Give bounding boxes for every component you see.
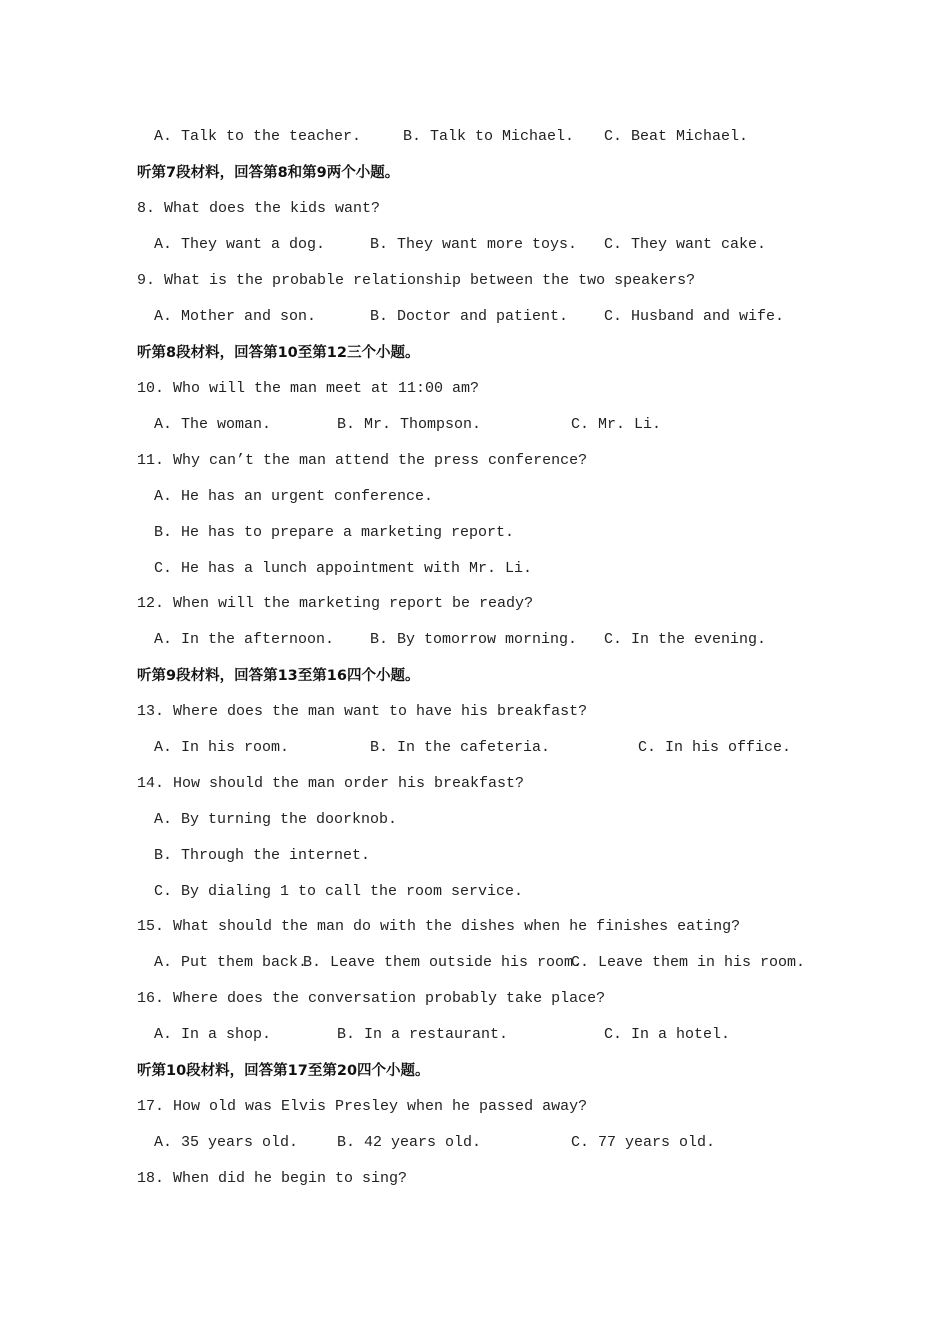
question-16: 16. Where does the conversation probably take place?	[137, 990, 606, 1007]
section-heading-9: 听第9段材料，回答第13至第16四个小题。	[137, 668, 420, 684]
question-14: 14. How should the man order his breakfast?	[137, 775, 525, 792]
q9-option-b: B. Doctor and patient.	[370, 308, 569, 325]
q10-options	[154, 413, 662, 437]
q7-options	[154, 125, 749, 149]
q10-option-a: A. The woman.	[154, 416, 272, 433]
q10-option-b: B. Mr. Thompson.	[337, 416, 482, 433]
q17-option-a: A. 35 years old.	[154, 1134, 299, 1151]
section-heading-7: 听第7段材料，回答第8和第9两个小题。	[137, 165, 400, 181]
q11-option-c: C. He has a lunch appointment with Mr. Li.	[154, 560, 533, 577]
q16-option-a: A. In a shop.	[154, 1026, 272, 1043]
q17-option-c: C. 77 years old.	[571, 1134, 716, 1151]
q16-options	[154, 1023, 731, 1047]
q15-option-c: C. Leave them in his room.	[571, 954, 806, 971]
q9-option-a: A. Mother and son.	[154, 308, 317, 325]
q15-options	[154, 951, 806, 975]
q13-option-c: C. In his office.	[638, 739, 792, 756]
q13-options	[154, 736, 792, 760]
q7-option-a: A. Talk to the teacher.	[154, 128, 362, 145]
q7-option-c: C. Beat Michael.	[604, 128, 749, 145]
q12-options	[154, 628, 767, 652]
q7-option-b: B. Talk to Michael.	[403, 128, 575, 145]
question-13: 13. Where does the man want to have his breakfast?	[137, 703, 588, 720]
section-heading-10: 听第10段材料，回答第17至第20四个小题。	[137, 1063, 430, 1079]
q12-option-b: B. By tomorrow morning.	[370, 631, 578, 648]
q13-option-b: B. In the cafeteria.	[370, 739, 551, 756]
q13-option-a: A. In his room.	[154, 739, 290, 756]
q11-option-b: B. He has to prepare a marketing report.	[154, 524, 515, 541]
q14-option-b: B. Through the internet.	[154, 847, 371, 864]
question-12: 12. When will the marketing report be ready?	[137, 595, 534, 612]
q10-option-c: C. Mr. Li.	[571, 416, 662, 433]
question-9: 9. What is the probable relationship between the two speakers?	[137, 272, 696, 289]
question-15: 15. What should the man do with the dishes when he finishes eating?	[137, 918, 741, 935]
q9-option-c: C. Husband and wife.	[604, 308, 785, 325]
question-18: 18. When did he begin to sing?	[137, 1170, 408, 1187]
q16-option-b: B. In a restaurant.	[337, 1026, 509, 1043]
q14-option-c: C. By dialing 1 to call the room service.	[154, 883, 524, 900]
q14-option-a: A. By turning the doorknob.	[154, 811, 398, 828]
q9-options	[154, 305, 785, 329]
q11-option-a: A. He has an urgent conference.	[154, 488, 434, 505]
q8-options	[154, 233, 767, 257]
q8-option-c: C. They want cake.	[604, 236, 767, 253]
q12-option-a: A. In the afternoon.	[154, 631, 335, 648]
question-8: 8. What does the kids want?	[137, 200, 381, 217]
question-11: 11. Why can’t the man attend the press conference?	[137, 452, 588, 469]
q8-option-b: B. They want more toys.	[370, 236, 578, 253]
section-heading-8: 听第8段材料，回答第10至第12三个小题。	[137, 345, 420, 361]
question-17: 17. How old was Elvis Presley when he passed away?	[137, 1098, 588, 1115]
q8-option-a: A. They want a dog.	[154, 236, 326, 253]
question-10: 10. Who will the man meet at 11:00 am?	[137, 380, 480, 397]
q16-option-c: C. In a hotel.	[604, 1026, 731, 1043]
q17-options	[154, 1131, 716, 1155]
q15-option-a: A. Put them back.	[154, 954, 308, 971]
q17-option-b: B. 42 years old.	[337, 1134, 482, 1151]
q12-option-c: C. In the evening.	[604, 631, 767, 648]
q15-option-b: B. Leave them outside his room.	[303, 954, 583, 971]
